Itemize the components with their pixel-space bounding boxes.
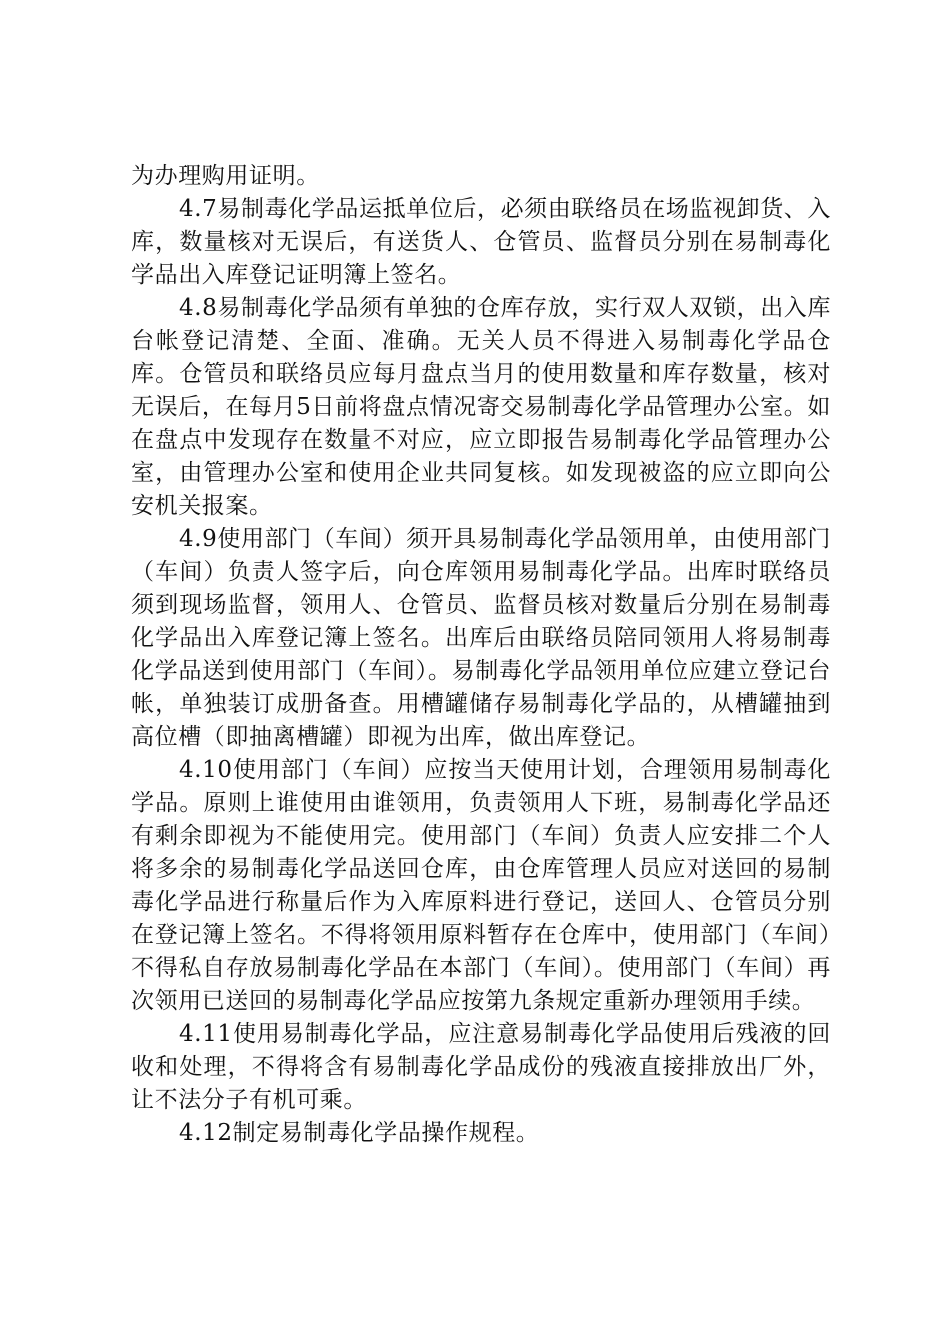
paragraph-4-9: 4.9使用部门（车间）须开具易制毒化学品领用单，由使用部门（车间）负责人签字后，向仓库领用易制毒化学品。出库时联络员须到现场监督，领用人、仓管员、监督员核对数量后分别在易制毒化学品出入库登记簿上签名。出库后由联络员陪同领用人将易制毒化学品送到使用部门（车间）。易制毒化学品领用单位应建立登记台帐，单独装订成册备查。用槽罐储存易制毒化学品的，从槽罐抽到高位槽（即抽离槽罐）即视为出库，做出库登记。 xyxy=(131,526,831,750)
paragraph-4-7: 4.7易制毒化学品运抵单位后，必须由联络员在场监视卸货、入库，数量核对无误后，有送货人、仓管员、监督员分别在易制毒化学品出入库登记证明簿上签名。 xyxy=(131,196,831,288)
paragraph-continuation: 为办理购用证明。 xyxy=(131,163,320,189)
paragraph-4-11: 4.11使用易制毒化学品，应注意易制毒化学品使用后残液的回收和处理，不得将含有易制毒化学品成份的残液直接排放出厂外，让不法分子有机可乘。 xyxy=(131,1021,831,1113)
document-body xyxy=(131,160,831,1150)
paragraph-4-12: 4.12制定易制毒化学品操作规程。 xyxy=(179,1120,540,1146)
paragraph-4-8: 4.8易制毒化学品须有单独的仓库存放，实行双人双锁，出入库台帐登记清楚、全面、准确。无关人员不得进入易制毒化学品仓库。仓管员和联络员应每月盘点当月的使用数量和库存数量，核对无误后，在每月5日前将盘点情况寄交易制毒化学品管理办公室。如在盘点中发现存在数量不对应，应立即报告易制毒化学品管理办公室，由管理办公室和使用企业共同复核。如发现被盗的应立即向公安机关报案。 xyxy=(131,295,831,519)
paragraph-4-10: 4.10使用部门（车间）应按当天使用计划，合理领用易制毒化学品。原则上谁使用由谁领用，负责领用人下班，易制毒化学品还有剩余即视为不能使用完。使用部门（车间）负责人应安排二个人将多余的易制毒化学品送回仓库，由仓库管理人员应对送回的易制毒化学品进行称量后作为入库原料进行登记，送回人、仓管员分别在登记簿上签名。不得将领用原料暂存在仓库中，使用部门（车间）不得私自存放易制毒化学品在本部门（车间）。使用部门（车间）再次领用已送回的易制毒化学品应按第九条规定重新办理领用手续。 xyxy=(131,757,831,1014)
